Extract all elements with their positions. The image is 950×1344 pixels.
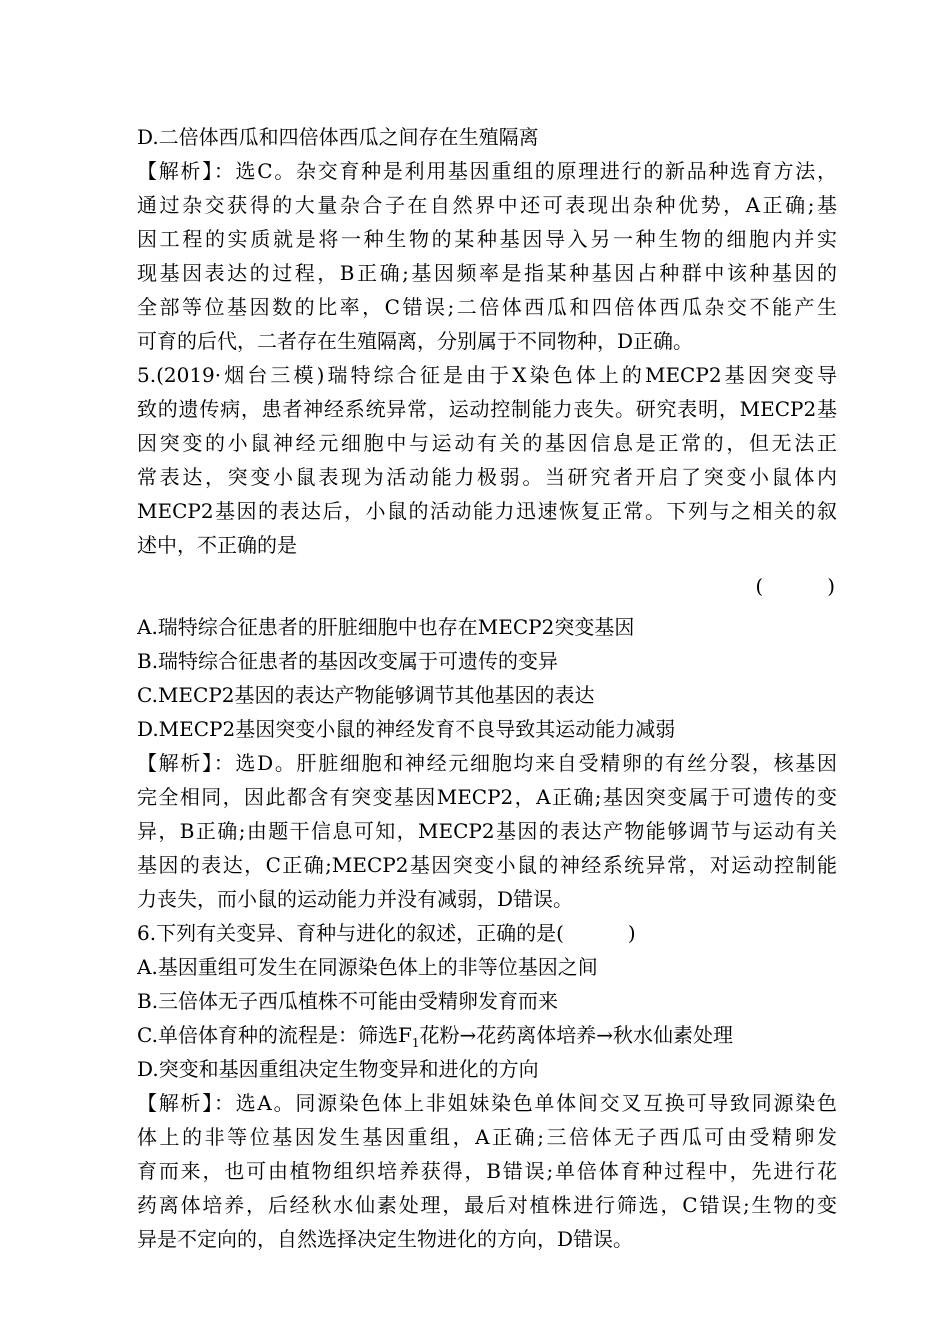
q4-analysis-line: 可育的后代，二者存在生殖隔离，分别属于不同物种，D正确。 <box>137 329 694 353</box>
q5-stem-line: 常表达，突变小鼠表现为活动能力极弱。当研究者开启了突变小鼠体内 <box>137 465 837 489</box>
q6-stem <box>137 916 837 950</box>
q6-analysis-line: 异是不定向的，自然选择决定生物进化的方向，D错误。 <box>137 1227 634 1251</box>
q6-option-a: A.基因重组可发生在同源染色体上的非等位基因之间 <box>137 955 598 979</box>
q5-analysis-line: 【解析】：选D。肝脏细胞和神经元细胞均来自受精卵的有丝分裂，核基因 <box>137 751 837 775</box>
q5-option-d: D.MECP2基因突变小鼠的神经发育不良导致其运动能力减弱 <box>137 717 676 741</box>
q4-analysis-line: 因工程的实质就是将一种生物的某种基因导入另一种生物的细胞内并实 <box>137 227 837 251</box>
q6-option-c-text: C.单倍体育种的流程是：筛选F <box>137 1023 412 1047</box>
q6-stem-text: 6.下列有关变异、育种与进化的叙述，正确的是( <box>137 921 564 945</box>
q6-analysis-line: 体上的非等位基因发生基因重组，A正确;三倍体无子西瓜可由受精卵发 <box>137 1125 837 1149</box>
q5-analysis-line: 异，B正确;由题干信息可知，MECP2基因的表达产物能够调节与运动有关 <box>137 819 837 843</box>
answer-blank-close: ) <box>827 574 835 598</box>
q6-analysis-line: 药离体培养，后经秋水仙素处理，最后对植株进行筛选，C错误;生物的变 <box>137 1193 837 1217</box>
q5-option-c: C.MECP2基因的表达产物能够调节其他基因的表达 <box>137 683 595 707</box>
q5-stem-line: 致的遗传病，患者神经系统异常，运动控制能力丧失。研究表明，MECP2基 <box>137 397 837 421</box>
q6-option-c-text-rest: 花粉→花药离体培养→秋水仙素处理 <box>419 1023 733 1047</box>
q4-analysis-line: 【解析】：选C。杂交育种是利用基因重组的原理进行的新品种选育方法， <box>137 159 837 183</box>
q6-analysis-line: 育而来，也可由植物组织培养获得，B错误;单倍体育种过程中，先进行花 <box>137 1159 837 1183</box>
q5-analysis-line: 力丧失，而小鼠的运动能力并没有减弱，D错误。 <box>137 887 574 911</box>
q5-option-b: B.瑞特综合征患者的基因改变属于可遗传的变异 <box>137 649 559 673</box>
q5-stem-line: MECP2基因的表达后，小鼠的活动能力迅速恢复正常。下列与之相关的叙 <box>137 499 837 523</box>
document-page <box>137 120 837 1256</box>
q6-option-c <box>137 1018 837 1052</box>
answer-blank-open: ( <box>755 574 764 598</box>
q4-analysis-line: 通过杂交获得的大量杂合子在自然界中还可表现出杂种优势，A正确;基 <box>137 193 837 217</box>
q5-stem-line: 5.(2019·烟台三模)瑞特综合征是由于X染色体上的MECP2基因突变导 <box>137 363 837 387</box>
q6-analysis-line: 【解析】：选A。同源染色体上非姐妹染色单体间交叉互换可导致同源染色 <box>137 1091 837 1115</box>
q5-analysis-line: 基因的表达，C正确;MECP2基因突变小鼠的神经系统异常，对运动控制能 <box>137 853 837 877</box>
q5-stem-line: 述中，不正确的是 <box>137 533 297 557</box>
q5-option-a: A.瑞特综合征患者的肝脏细胞中也存在MECP2突变基因 <box>137 615 635 639</box>
q5-answer-blank <box>137 562 837 610</box>
q5-stem-line: 因突变的小鼠神经元细胞中与运动有关的基因信息是正常的，但无法正 <box>137 431 837 455</box>
answer-blank-close: ) <box>627 921 636 945</box>
q6-option-d: D.突变和基因重组决定生物变异和进化的方向 <box>137 1057 539 1081</box>
q4-option-d: D.二倍体西瓜和四倍体西瓜之间存在生殖隔离 <box>137 125 539 149</box>
q5-analysis-line: 完全相同，因此都含有突变基因MECP2，A正确;基因突变属于可遗传的变 <box>137 785 837 809</box>
q6-option-b: B.三倍体无子西瓜植株不可能由受精卵发育而来 <box>137 989 559 1013</box>
q4-analysis-line: 现基因表达的过程，B正确;基因频率是指某种基因占种群中该种基因的 <box>137 261 837 285</box>
q4-analysis-line: 全部等位基因数的比率，C错误;二倍体西瓜和四倍体西瓜杂交不能产生 <box>137 295 837 319</box>
q6-option-c-subscript: 1 <box>411 1036 420 1050</box>
